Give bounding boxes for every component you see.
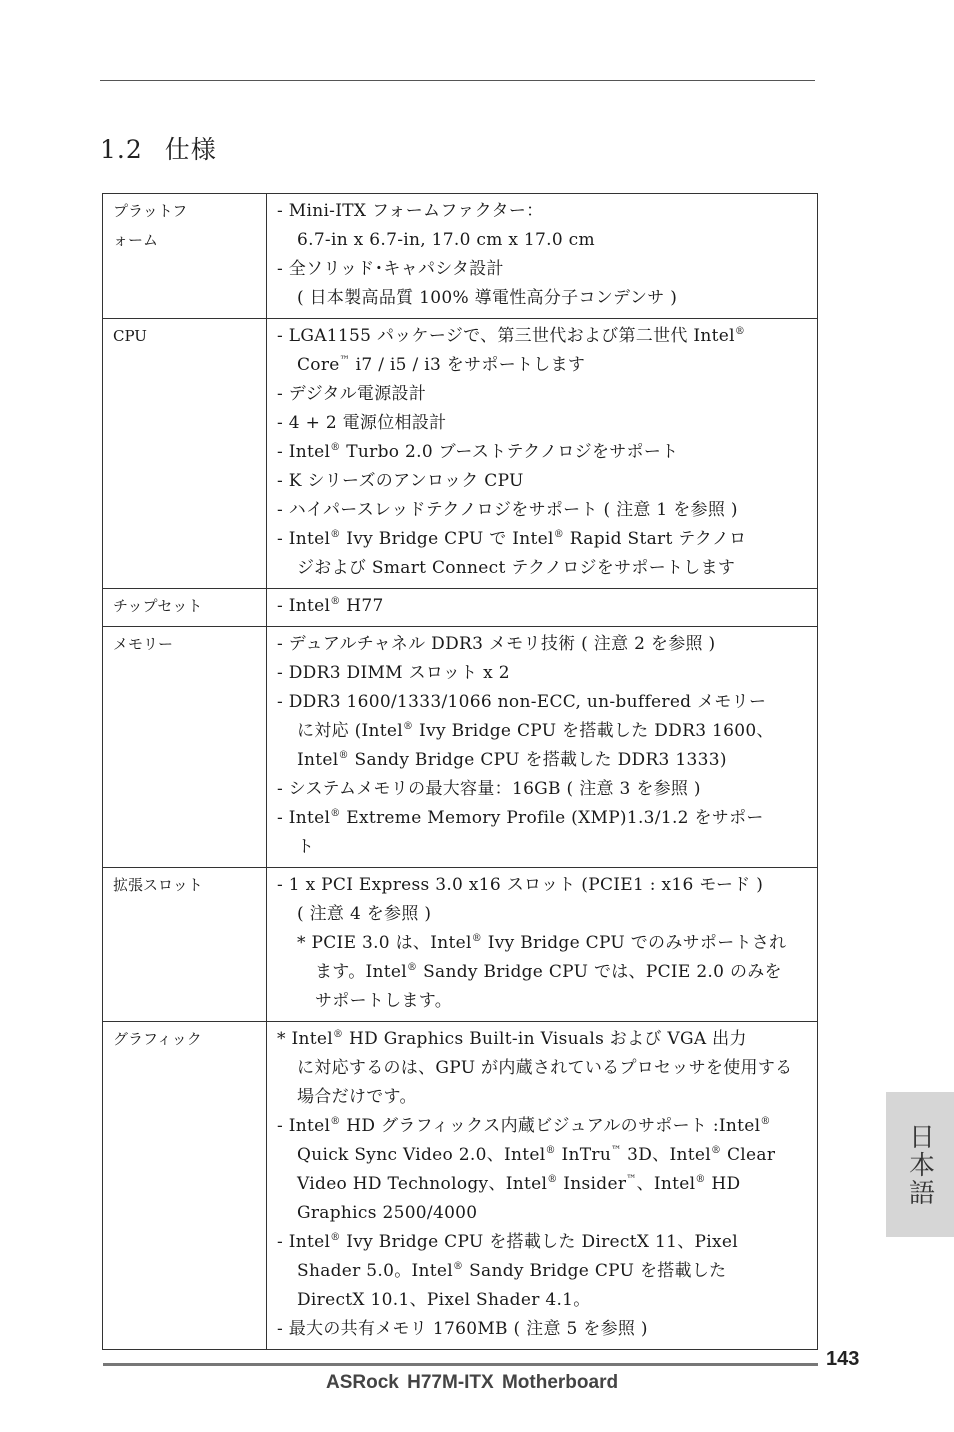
spec-value-line: サポートします。	[315, 991, 453, 1011]
spec-value-line: - Intel® Ivy Bridge CPU を搭載した DirectX 11、Pixel	[277, 1232, 738, 1252]
language-tab-label: 日本語	[904, 1122, 935, 1207]
spec-value-line: - 最大の共有メモリ 1760MB ( 注意 5 を参照 )	[277, 1319, 648, 1339]
spec-value-line: Video HD Technology、Intel® Insider™、Intel® HD	[297, 1174, 741, 1194]
spec-value-line: - DDR3 1600/1333/1066 non-ECC, un-buffered メモリー	[277, 692, 767, 712]
spec-row	[103, 1022, 818, 1350]
spec-value-line: - DDR3 DIMM スロット x 2	[277, 663, 510, 683]
bottom-rule	[103, 1363, 818, 1366]
spec-value-line: に対応するのは、GPU が内蔵されているプロセッサを使用する	[297, 1058, 793, 1078]
spec-value-line: Quick Sync Video 2.0、Intel® InTru™ 3D、Intel® Clear	[297, 1145, 776, 1165]
spec-label-line: グラフィック	[113, 1030, 202, 1048]
spec-value-line: Intel® Sandy Bridge CPU を搭載した DDR3 1333)	[297, 750, 727, 770]
spec-value-line: * Intel® HD Graphics Built-in Visuals および VGA 出力	[277, 1029, 747, 1049]
spec-label-line: プラットフ	[113, 202, 188, 220]
spec-row	[103, 868, 818, 1022]
spec-label-line: ォーム	[113, 231, 159, 249]
spec-value-line: - デジタル電源設計	[277, 384, 427, 404]
spec-label-line: メモリー	[113, 635, 174, 653]
spec-row	[103, 589, 818, 627]
spec-label	[103, 868, 267, 1022]
spec-value-line: - システムメモリの最大容量：16GB ( 注意 3 を参照 )	[277, 779, 701, 799]
spec-value-line: ( 日本製高品質 100% 導電性高分子コンデンサ )	[297, 288, 678, 308]
section-number: 1.2	[100, 135, 143, 164]
spec-label	[103, 194, 267, 319]
spec-value	[267, 627, 818, 868]
spec-label-line: チップセット	[113, 597, 203, 615]
spec-value-line: * PCIE 3.0 は、Intel® Ivy Bridge CPU でのみサポートされ	[297, 933, 787, 953]
spec-value-line: Graphics 2500/4000	[297, 1203, 478, 1223]
spec-value-line: - デュアルチャネル DDR3 メモリ技術 ( 注意 2 を参照 )	[277, 634, 716, 654]
spec-value-line: - 全ソリッド･キャパシタ設計	[277, 259, 504, 279]
section-heading: 仕様	[164, 135, 217, 164]
language-tab	[886, 1092, 954, 1237]
spec-value-line: Core™ i7 / i5 / i3 をサポートします	[297, 355, 586, 375]
spec-value-line: - LGA1155 パッケージで、第三世代および第二世代 Intel®	[277, 326, 746, 346]
spec-value-line: 6.7-in x 6.7-in, 17.0 cm x 17.0 cm	[297, 230, 595, 250]
spec-value-line: - K シリーズのアンロック CPU	[277, 471, 524, 491]
spec-table	[102, 193, 818, 1350]
spec-value-line: - Intel® Ivy Bridge CPU で Intel® Rapid Start テクノロ	[277, 529, 747, 549]
page-number: 143	[826, 1348, 860, 1370]
spec-value-line: ( 注意 4 を参照 )	[297, 904, 432, 924]
footer-product-name: ASRock H77M-ITX Motherboard	[326, 1372, 619, 1393]
spec-value	[267, 1022, 818, 1350]
spec-value-line: - 1 x PCI Express 3.0 x16 スロット (PCIE1 : x16 モード )	[277, 875, 764, 895]
spec-value-line: ト	[297, 837, 315, 857]
spec-label	[103, 627, 267, 868]
spec-label-line: CPU	[113, 327, 147, 345]
spec-value-line: - Mini-ITX フォームファクター：	[277, 201, 544, 221]
spec-label	[103, 589, 267, 627]
top-rule	[100, 80, 815, 81]
spec-value-line: 場合だけです。	[297, 1087, 417, 1107]
spec-value-line: - 4 + 2 電源位相設計	[277, 413, 447, 433]
spec-row	[103, 194, 818, 319]
spec-row	[103, 319, 818, 589]
spec-value-line: - Intel® HD グラフィックス内蔵ビジュアルのサポート :Intel®	[277, 1116, 771, 1136]
spec-value-line: - Intel® H77	[277, 596, 384, 616]
spec-label-line: 拡張スロット	[113, 876, 203, 894]
spec-value	[267, 194, 818, 319]
spec-value-line: - ハイパースレッドテクノロジをサポート ( 注意 1 を参照 )	[277, 500, 738, 520]
spec-value-line: - Intel® Turbo 2.0 ブーストテクノロジをサポート	[277, 442, 679, 462]
spec-value	[267, 868, 818, 1022]
spec-value-line: Shader 5.0。Intel® Sandy Bridge CPU を搭載した	[297, 1261, 727, 1281]
spec-value	[267, 589, 818, 627]
spec-value-line: ます。Intel® Sandy Bridge CPU では、PCIE 2.0 のみを	[315, 962, 782, 982]
spec-row	[103, 627, 818, 868]
section-title	[100, 130, 217, 166]
spec-value-line: - Intel® Extreme Memory Profile (XMP)1.3/1.2 をサポー	[277, 808, 764, 828]
spec-label	[103, 319, 267, 589]
spec-value	[267, 319, 818, 589]
spec-value-line: ジおよび Smart Connect テクノロジをサポートします	[297, 558, 736, 578]
spec-value-line: DirectX 10.1、Pixel Shader 4.1。	[297, 1290, 591, 1310]
spec-value-line: に対応 (Intel® Ivy Bridge CPU を搭載した DDR3 1600、	[297, 721, 774, 741]
spec-label	[103, 1022, 267, 1350]
